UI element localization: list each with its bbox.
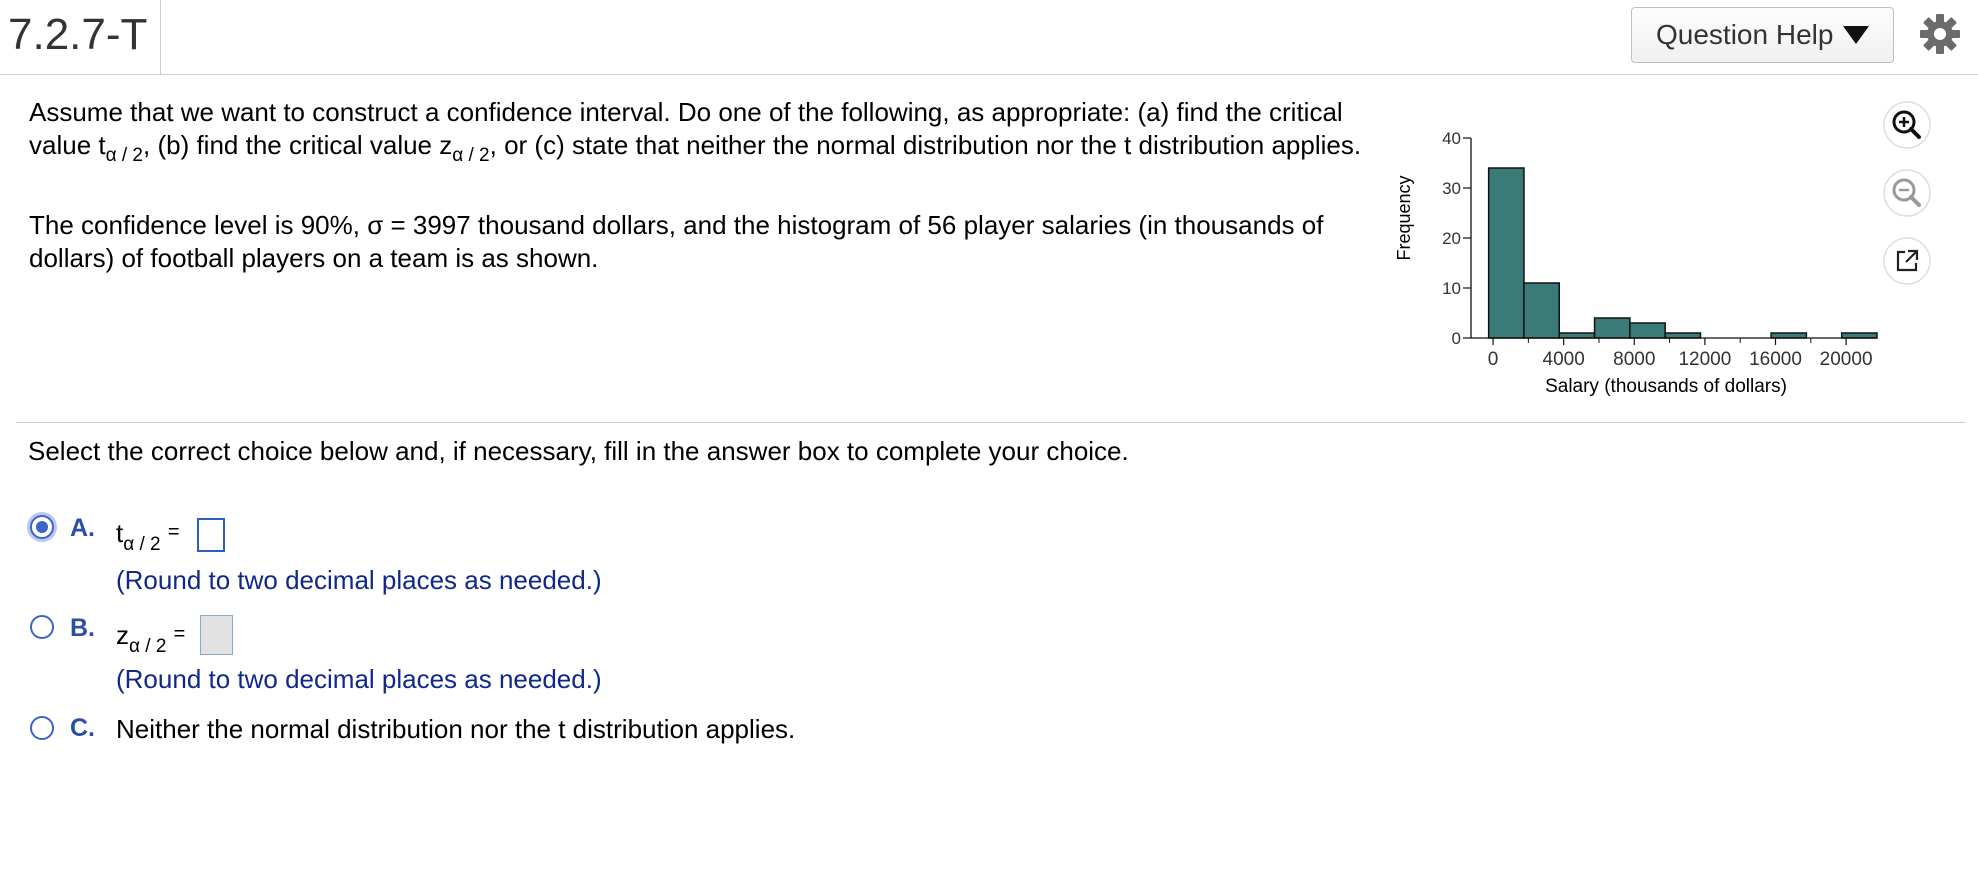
histogram-bar	[1559, 333, 1594, 338]
choice-c-letter: C.	[70, 714, 95, 742]
choice-b-radio[interactable]	[30, 615, 54, 639]
salary-histogram	[1380, 118, 1900, 408]
choice-b-subscript: α / 2	[129, 636, 167, 657]
choice-b-answer-box	[200, 615, 233, 655]
problem-statement	[29, 96, 1389, 275]
section-divider	[16, 422, 1966, 423]
question-help-label: Question Help	[1656, 19, 1834, 50]
choice-b-hint: (Round to two decimal places as needed.)	[116, 664, 602, 694]
histogram-bar	[1595, 318, 1630, 338]
y-tick-label: 10	[1442, 279, 1461, 298]
problem-text-z: , (b) find the critical value z	[143, 130, 453, 160]
x-tick-label: 4000	[1542, 349, 1585, 370]
problem-text-line-4: dollars) of football players on a team is as shown.	[29, 243, 599, 273]
problem-paragraph-2	[29, 209, 1389, 275]
problem-text-line-2-end: , or (c) state that neither the normal distribution nor the t distribution applies.	[489, 130, 1362, 160]
histogram-bar	[1842, 333, 1877, 338]
y-axis-label: Frequency	[1394, 175, 1414, 261]
choice-b-variable: z	[116, 620, 129, 650]
y-tick-label: 0	[1451, 329, 1461, 348]
subscript-alpha-half-2: α / 2	[452, 145, 490, 166]
x-axis-label: Salary (thousands of dollars)	[1545, 376, 1787, 397]
choice-a-variable: t	[116, 518, 124, 548]
instruction-text: Select the correct choice below and, if necessary, fill in the answer box to complete your choice.	[28, 436, 1129, 466]
choice-a-hint: (Round to two decimal places as needed.)	[116, 565, 602, 595]
choice-a-answer-box[interactable]	[197, 518, 225, 552]
problem-text-line-1: Assume that we want to construct a confidence interval. Do one of the following, as appropriate: (a) find the critical	[29, 97, 1343, 127]
header-divider	[160, 0, 161, 74]
choice-b-letter: B.	[70, 614, 95, 642]
choice-a-letter: A.	[70, 514, 95, 542]
zoom-out-icon[interactable]	[1882, 168, 1932, 218]
x-tick-label: 8000	[1613, 349, 1656, 370]
choice-a-subscript: α / 2	[123, 534, 161, 555]
y-tick-label: 40	[1442, 129, 1461, 148]
histogram-bar	[1630, 323, 1665, 338]
choice-b-equals: =	[173, 623, 186, 645]
x-tick-label: 0	[1487, 349, 1499, 370]
question-help-button[interactable]	[1631, 7, 1894, 63]
problem-text-t: value t	[29, 130, 106, 160]
histogram-bar	[1665, 333, 1700, 338]
y-tick-label: 30	[1442, 179, 1461, 198]
subscript-alpha-half-1: α / 2	[105, 145, 143, 166]
y-tick-label: 20	[1442, 229, 1461, 248]
choice-c-radio[interactable]	[30, 716, 54, 740]
problem-paragraph-1	[29, 96, 1389, 172]
question-id: 7.2.7-T	[8, 10, 148, 59]
choice-b-expression	[116, 620, 185, 658]
header	[0, 0, 1978, 75]
x-tick-label: 20000	[1819, 349, 1873, 370]
choice-c-text: Neither the normal distribution nor the t distribution applies.	[116, 714, 796, 744]
choice-a-equals: =	[167, 521, 180, 543]
zoom-in-icon[interactable]	[1882, 100, 1932, 150]
histogram-bar	[1524, 283, 1559, 338]
choice-a-expression	[116, 518, 180, 556]
histogram-bar	[1771, 333, 1806, 338]
choice-a-radio[interactable]	[30, 515, 54, 539]
x-tick-label: 12000	[1678, 349, 1732, 370]
x-tick-label: 16000	[1749, 349, 1802, 370]
popout-icon[interactable]	[1882, 236, 1932, 286]
histogram-bar	[1489, 168, 1524, 338]
gear-icon[interactable]	[1918, 12, 1962, 56]
problem-text-line-3: The confidence level is 90%, σ = 3997 thousand dollars, and the histogram of 56 player salaries (in thousands of	[29, 210, 1324, 240]
dropdown-triangle-icon	[1843, 26, 1869, 44]
